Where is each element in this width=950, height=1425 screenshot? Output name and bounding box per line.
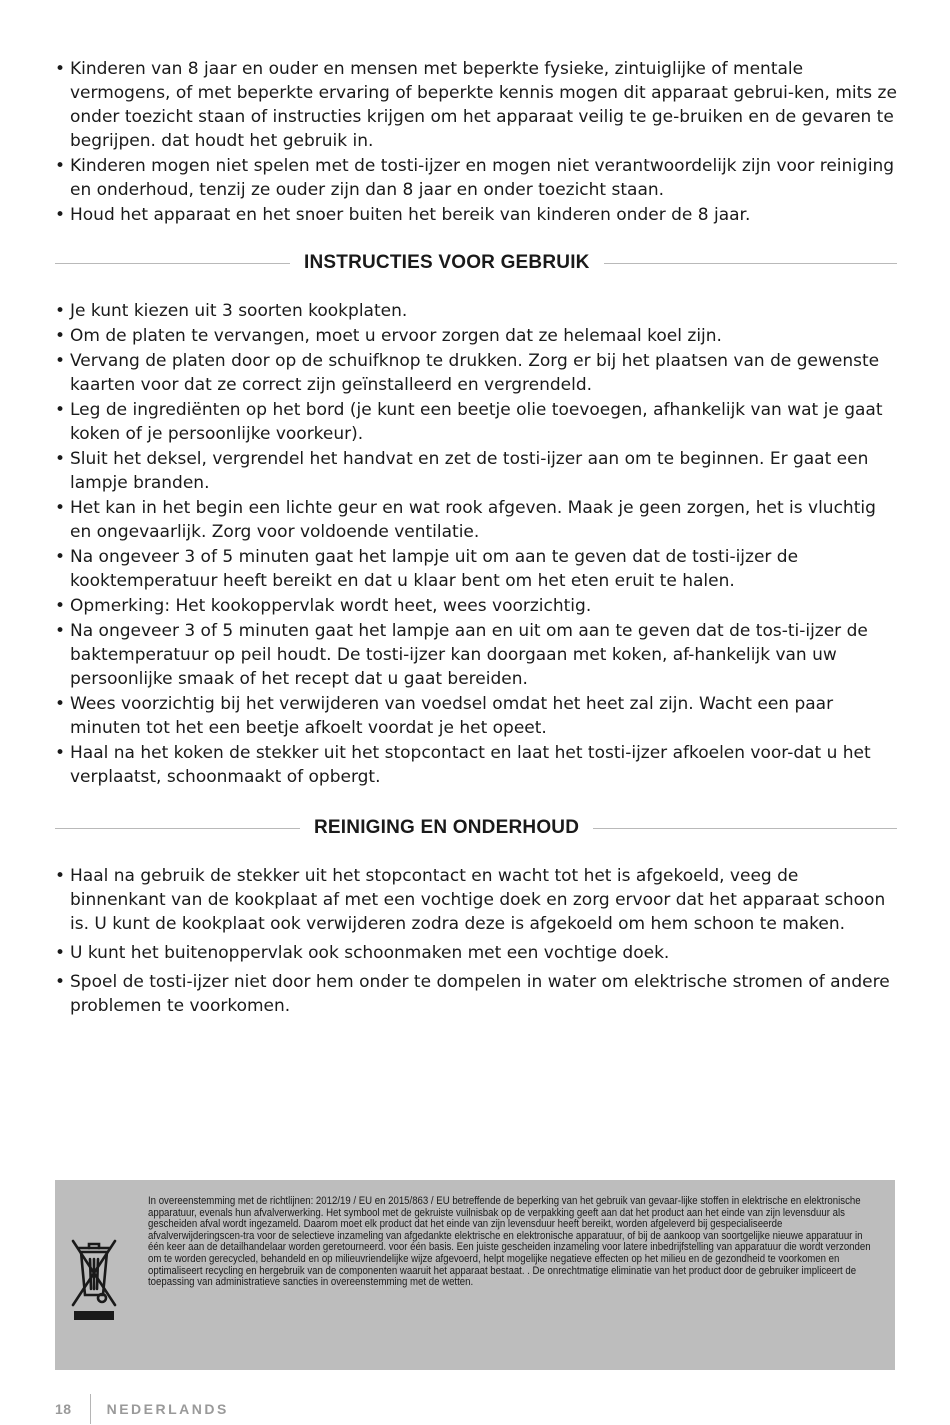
instructions-bullet-list bbox=[55, 299, 897, 790]
page-number: 18 bbox=[55, 1401, 72, 1417]
list-item: • U kunt het buitenoppervlak ook schoonmaken met een vochtige doek. bbox=[55, 941, 897, 965]
cleaning-bullet-list bbox=[55, 864, 897, 1023]
list-item: • Na ongeveer 3 of 5 minuten gaat het lampje aan en uit om aan te geven dat de tos-ti-ijzer de baktemperatuur op peil houdt. De tosti-ijzer kan doorgaan met koken, af-hankelijk van uw persoonlijke smaak of het recept dat u gaat bereiden. bbox=[55, 619, 897, 691]
list-item: • Haal na gebruik de stekker uit het stopcontact en wacht tot het is afgekoeld, veeg de binnenkant van de kookplaat af met een vochtige doek en zorg ervoor dat het apparaat schoon is. U kunt de kookplaat ook verwijderen zodra deze is afgekoeld om hem schoon te maken. bbox=[55, 864, 897, 936]
section-title: INSTRUCTIES VOOR GEBRUIK bbox=[304, 252, 590, 273]
divider-line bbox=[55, 828, 300, 829]
list-item: • Haal na het koken de stekker uit het stopcontact en laat het tosti-ijzer afkoelen voor-dat u het verplaatst, schoonmaakt of opbergt. bbox=[55, 741, 897, 789]
crossed-out-wheelie-bin-icon bbox=[69, 1235, 119, 1325]
list-item: • Spoel de tosti-ijzer niet door hem onder te dompelen in water om elektrische stromen of andere problemen te voorkomen. bbox=[55, 970, 897, 1018]
footer-divider bbox=[90, 1394, 91, 1424]
weee-disposal-notice bbox=[55, 1180, 895, 1370]
footer-language: NEDERLANDS bbox=[106, 1401, 229, 1417]
divider-line bbox=[593, 828, 897, 829]
divider-line bbox=[604, 263, 897, 264]
list-item: • Wees voorzichtig bij het verwijderen van voedsel omdat het heet zal zijn. Wacht een paar minuten tot het een beetje afkoelt voordat je het opeet. bbox=[55, 692, 897, 740]
list-item: • Je kunt kiezen uit 3 soorten kookplaten. bbox=[55, 299, 897, 323]
divider-line bbox=[55, 263, 290, 264]
list-item: • Leg de ingrediënten op het bord (je kunt een beetje olie toevoegen, afhankelijk van wat je gaat koken of je persoonlijke voorkeur). bbox=[55, 398, 897, 446]
list-item: • Sluit het deksel, vergrendel het handvat en zet de tosti-ijzer aan om te beginnen. Er gaat een lampje branden. bbox=[55, 447, 897, 495]
section-title: REINIGING EN ONDERHOUD bbox=[314, 817, 580, 838]
safety-bullet-list bbox=[55, 57, 897, 228]
weee-disposal-text: In overeenstemming met de richtlijnen: 2012/19 / EU en 2015/863 / EU betreffende de beperking van het gebruik van gevaar-lijke stoffen in elektrische en elektronische apparatuur, evenals hun afvalverwerking. Het symbool met de gekruiste vuilnisbak op de verpakking geeft aan dat het product aan het einde van zijn levensduur als gescheiden afval wordt ingezameld. Daarom moet elk product dat het einde van zijn levensduur heeft bereikt, worden afgeleverd bij gespecialiseerde afvalverwijderingscen-tra voor de selectieve inzameling van afgedankte elektrische en elektronische apparatuur, of bij de aankoop van soortgelijke nieuwe apparatuur in één keer aan de detailhandelaar worden geretourneerd. voor één basis. Een juiste gescheiden inzameling voor latere inbedrijfstelling van apparatuur die wordt verzonden om te worden gerecycled, behandeld en op milieuvriendelijke wijze afgevoerd, helpt mogelijke negatieve effecten op het milieu en de gezondheid te voorkomen en optimaliseert recycling en hergebruik van de componenten waaruit het apparaat bestaat. . De onrechtmatige eliminatie van het product door de gebruiker impliceert de toepassing van administratieve sancties in overeenstemming met de wetten. bbox=[148, 1195, 871, 1289]
section-heading-instructions bbox=[55, 252, 897, 274]
list-item: • Het kan in het begin een lichte geur en wat rook afgeven. Maak je geen zorgen, het is vluchtig en ongevaarlijk. Zorg voor voldoende ventilatie. bbox=[55, 496, 897, 544]
list-item: • Kinderen van 8 jaar en ouder en mensen met beperkte fysieke, zintuiglijke of mentale vermogens, of met beperkte ervaring of beperkte kennis mogen dit apparaat gebrui-ken, mits ze onder toezicht staan of instructies krijgen om het apparaat veilig te ge-bruiken en de gevaren te begrijpen. dat houdt het gebruik in. bbox=[55, 57, 897, 153]
list-item: • Om de platen te vervangen, moet u ervoor zorgen dat ze helemaal koel zijn. bbox=[55, 324, 897, 348]
section-heading-cleaning bbox=[55, 817, 897, 839]
page-footer bbox=[55, 1393, 229, 1425]
list-item: • Na ongeveer 3 of 5 minuten gaat het lampje uit om aan te geven dat de tosti-ijzer de kooktemperatuur heeft bereikt en dat u klaar bent om het eten eruit te halen. bbox=[55, 545, 897, 593]
list-item: • Kinderen mogen niet spelen met de tosti-ijzer en mogen niet verantwoordelijk zijn voor reiniging en onderhoud, tenzij ze ouder zijn dan 8 jaar en onder toezicht staan. bbox=[55, 154, 897, 202]
list-item: • Opmerking: Het kookoppervlak wordt heet, wees voorzichtig. bbox=[55, 594, 897, 618]
list-item: • Houd het apparaat en het snoer buiten het bereik van kinderen onder de 8 jaar. bbox=[55, 203, 897, 227]
list-item: • Vervang de platen door op de schuifknop te drukken. Zorg er bij het plaatsen van de gewenste kaarten voor dat ze correct zijn geïnstalleerd en vergrendeld. bbox=[55, 349, 897, 397]
